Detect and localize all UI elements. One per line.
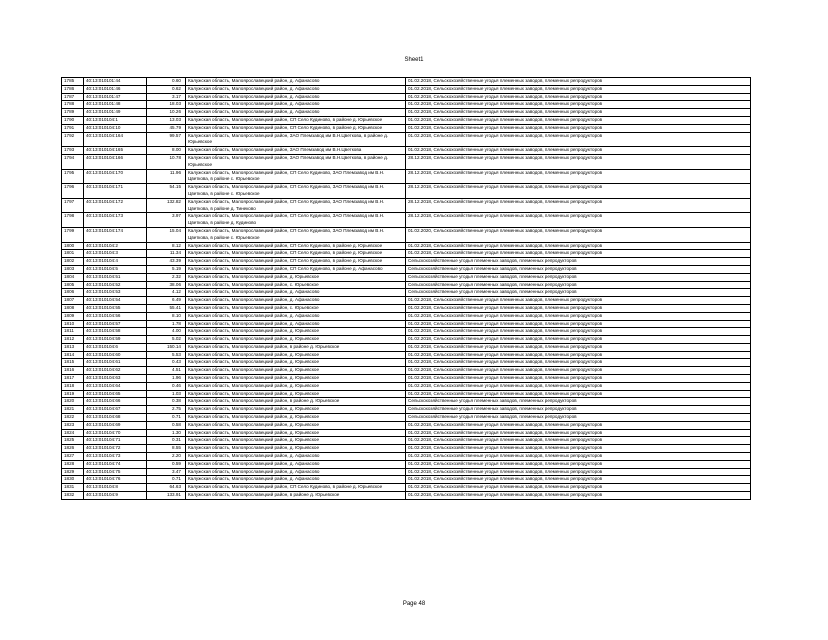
area-cell: 2.75 bbox=[147, 406, 186, 414]
table-row bbox=[62, 312, 751, 320]
table-row bbox=[62, 476, 751, 484]
table-row bbox=[62, 414, 751, 422]
table-body bbox=[62, 78, 751, 500]
category-cell: 01.02.2018, Сельскохозяйственные угодья племенных заводов, племенных репродукторов bbox=[406, 85, 751, 93]
category-cell: Сельскохозяйственные угодья племенных заводов, племенных репродукторов bbox=[406, 289, 751, 297]
cadastral-number-cell: 40:13:010104:54 bbox=[84, 297, 147, 305]
row-number-cell: 1809 bbox=[62, 312, 84, 320]
row-number-cell: 1812 bbox=[62, 336, 84, 344]
area-cell: 0.58 bbox=[147, 421, 186, 429]
area-cell: 15.04 bbox=[147, 227, 186, 242]
area-cell: 0.31 bbox=[147, 437, 186, 445]
address-cell: Калужская область, Малоярославецкий район, д. Юрьевское bbox=[186, 367, 406, 375]
table-row bbox=[62, 289, 751, 297]
row-number-cell: 1823 bbox=[62, 421, 84, 429]
cadastral-number-cell: 40:13:010104:60 bbox=[84, 351, 147, 359]
category-cell: Сельскохозяйственные угодья племенных заводов, племенных репродукторов bbox=[406, 281, 751, 289]
table-row bbox=[62, 116, 751, 124]
table-row bbox=[62, 250, 751, 258]
address-cell: Калужская область, Малоярославецкий район, д. Юрьевское bbox=[186, 445, 406, 453]
category-cell: Сельскохозяйственные угодья племенных заводов, племенных репродукторов bbox=[406, 406, 751, 414]
area-cell: 1.03 bbox=[147, 390, 186, 398]
category-cell: 01.02.2018, Сельскохозяйственные угодья племенных заводов, племенных репродукторов bbox=[406, 492, 751, 500]
area-cell: 4.00 bbox=[147, 328, 186, 336]
area-cell: 132.82 bbox=[147, 198, 186, 213]
row-number-cell: 1785 bbox=[62, 78, 84, 86]
row-number-cell: 1828 bbox=[62, 460, 84, 468]
cadastral-number-cell: 40:13:010104:8 bbox=[84, 484, 147, 492]
table-row bbox=[62, 359, 751, 367]
address-cell: Калужская область, Малоярославецкий район, СП Село Кудиново, ЗАО Племзавод им В.Н. Цветкова, в районе с. Юрьевское bbox=[186, 227, 406, 242]
category-cell: 01.02.2018, Сельскохозяйственные угодья племенных заводов, племенных репродукторов bbox=[406, 390, 751, 398]
cadastral-number-cell: 40:13:010101:44 bbox=[84, 78, 147, 86]
table-row bbox=[62, 492, 751, 500]
row-number-cell: 1818 bbox=[62, 382, 84, 390]
cadastral-number-cell: 40:13:010104:74 bbox=[84, 460, 147, 468]
table-row bbox=[62, 198, 751, 213]
page-number: Page 48 bbox=[402, 601, 426, 607]
category-cell: 01.02.2018, Сельскохозяйственные угодья племенных заводов, племенных репродукторов bbox=[406, 242, 751, 250]
cadastral-number-cell: 40:13:010104:64 bbox=[84, 382, 147, 390]
row-number-cell: 1803 bbox=[62, 265, 84, 273]
cadastral-number-cell: 40:13:010104:52 bbox=[84, 281, 147, 289]
address-cell: Калужская область, Малоярославецкий район, с. Юрьевское bbox=[186, 304, 406, 312]
area-cell: 8.10 bbox=[147, 312, 186, 320]
category-cell: 01.02.2018, Сельскохозяйственные угодья племенных заводов, племенных репродукторов bbox=[406, 468, 751, 476]
area-cell: 0.38 bbox=[147, 398, 186, 406]
table-row bbox=[62, 445, 751, 453]
category-cell: 01.02.2018, Сельскохозяйственные угодья племенных заводов, племенных репродукторов bbox=[406, 320, 751, 328]
address-cell: Калужская область, Малоярославецкий район, СП Село Кудиново, ЗАО Племзавод им В.Н. Цветкова, в районе д. Тинеково bbox=[186, 198, 406, 213]
row-number-cell: 1817 bbox=[62, 375, 84, 383]
category-cell: 01.02.2018, Сельскохозяйственные угодья племенных заводов, племенных репродукторов bbox=[406, 437, 751, 445]
row-number-cell: 1793 bbox=[62, 147, 84, 155]
row-number-cell: 1825 bbox=[62, 437, 84, 445]
table-row bbox=[62, 468, 751, 476]
row-number-cell: 1788 bbox=[62, 101, 84, 109]
table-row bbox=[62, 124, 751, 132]
cadastral-number-cell: 40:13:010104:73 bbox=[84, 453, 147, 461]
area-cell: 43.39 bbox=[147, 258, 186, 266]
table-row bbox=[62, 460, 751, 468]
table-row bbox=[62, 343, 751, 351]
row-number-cell: 1813 bbox=[62, 343, 84, 351]
row-number-cell: 1805 bbox=[62, 281, 84, 289]
row-number-cell: 1829 bbox=[62, 468, 84, 476]
category-cell: 28.12.2018, Сельскохозяйственные угодья племенных заводов, племенных репродукторов bbox=[406, 184, 751, 199]
address-cell: Калужская область, Малоярославецкий район, д. Афанасово bbox=[186, 78, 406, 86]
category-cell: 01.02.2018, Сельскохозяйственные угодья племенных заводов, племенных репродукторов bbox=[406, 484, 751, 492]
area-cell: 3.97 bbox=[147, 213, 186, 228]
area-cell: 0.59 bbox=[147, 460, 186, 468]
table-row bbox=[62, 109, 751, 117]
address-cell: Калужская область, Малоярославецкий район, д. Афанасово bbox=[186, 85, 406, 93]
address-cell: Калужская область, Малоярославецкий район, д. Юрьевское bbox=[186, 390, 406, 398]
category-cell: 01.02.2018, Сельскохозяйственные угодья племенных заводов, племенных репродукторов bbox=[406, 132, 751, 147]
area-cell: 99.57 bbox=[147, 132, 186, 147]
area-cell: 3.17 bbox=[147, 93, 186, 101]
table-row bbox=[62, 390, 751, 398]
table-row bbox=[62, 367, 751, 375]
area-cell: 0.71 bbox=[147, 414, 186, 422]
cadastral-number-cell: 40:13:010104:174 bbox=[84, 227, 147, 242]
category-cell: 01.02.2018, Сельскохозяйственные угодья племенных заводов, племенных репродукторов bbox=[406, 351, 751, 359]
row-number-cell: 1826 bbox=[62, 445, 84, 453]
row-number-cell: 1787 bbox=[62, 93, 84, 101]
cadastral-number-cell: 40:13:010104:68 bbox=[84, 414, 147, 422]
address-cell: Калужская область, Малоярославецкий район, д. Юрьевское bbox=[186, 328, 406, 336]
row-number-cell: 1789 bbox=[62, 109, 84, 117]
cadastral-number-cell: 40:13:010104:58 bbox=[84, 328, 147, 336]
row-number-cell: 1796 bbox=[62, 184, 84, 199]
category-cell: Сельскохозяйственные угодья племенных заводов, племенных репродукторов bbox=[406, 258, 751, 266]
cadastral-number-cell: 40:13:010104:65 bbox=[84, 390, 147, 398]
table-row bbox=[62, 297, 751, 305]
address-cell: Калужская область, Малоярославецкий район, д. Юрьевское bbox=[186, 273, 406, 281]
cadastral-number-cell: 40:13:010101:49 bbox=[84, 109, 147, 117]
address-cell: Калужская область, Малоярославецкий район, д. Афанасово bbox=[186, 312, 406, 320]
address-cell: Калужская область, Малоярославецкий район, д. Юрьевское bbox=[186, 414, 406, 422]
cadastral-number-cell: 40:13:010104:53 bbox=[84, 289, 147, 297]
area-cell: 10.78 bbox=[147, 154, 186, 169]
row-number-cell: 1801 bbox=[62, 250, 84, 258]
category-cell: 01.02.2018, Сельскохозяйственные угодья племенных заводов, племенных репродукторов bbox=[406, 421, 751, 429]
row-number-cell: 1806 bbox=[62, 289, 84, 297]
category-cell: 01.02.2018, Сельскохозяйственные угодья племенных заводов, племенных репродукторов bbox=[406, 124, 751, 132]
area-cell: 10.26 bbox=[147, 109, 186, 117]
area-cell: 3.47 bbox=[147, 468, 186, 476]
area-cell: 0.71 bbox=[147, 476, 186, 484]
area-cell: 4.12 bbox=[147, 289, 186, 297]
cadastral-number-cell: 40:13:010104:55 bbox=[84, 304, 147, 312]
row-number-cell: 1790 bbox=[62, 116, 84, 124]
cadastral-number-cell: 40:13:010104:57 bbox=[84, 320, 147, 328]
table-row bbox=[62, 328, 751, 336]
address-cell: Калужская область, Малоярославецкий район, д. Юрьевское bbox=[186, 351, 406, 359]
category-cell: Сельскохозяйственные угодья племенных заводов, племенных репродукторов bbox=[406, 398, 751, 406]
category-cell: 01.02.2018, Сельскохозяйственные угодья племенных заводов, племенных репродукторов bbox=[406, 429, 751, 437]
table-row bbox=[62, 320, 751, 328]
category-cell: 01.02.2018, Сельскохозяйственные угодья племенных заводов, племенных репродукторов bbox=[406, 101, 751, 109]
row-number-cell: 1822 bbox=[62, 414, 84, 422]
row-number-cell: 1824 bbox=[62, 429, 84, 437]
area-cell: 4.51 bbox=[147, 367, 186, 375]
cadastral-number-cell: 40:13:010104:67 bbox=[84, 406, 147, 414]
category-cell: 01.02.2018, Сельскохозяйственные угодья племенных заводов, племенных репродукторов bbox=[406, 328, 751, 336]
area-cell: 2.20 bbox=[147, 453, 186, 461]
area-cell: 0.60 bbox=[147, 78, 186, 86]
address-cell: Калужская область, Малоярославецкий район, в районе д. Юрьевское bbox=[186, 492, 406, 500]
cadastral-number-cell: 40:13:010104:59 bbox=[84, 336, 147, 344]
cadastral-number-cell: 40:13:010104:171 bbox=[84, 184, 147, 199]
cadastral-number-cell: 40:13:010104:166 bbox=[84, 154, 147, 169]
area-cell: 64.63 bbox=[147, 484, 186, 492]
row-number-cell: 1811 bbox=[62, 328, 84, 336]
cadastral-number-cell: 40:13:010104:76 bbox=[84, 476, 147, 484]
row-number-cell: 1816 bbox=[62, 367, 84, 375]
address-cell: Калужская область, Малоярославецкий район, д. Юрьевское bbox=[186, 336, 406, 344]
cadastral-number-cell: 40:13:010104:173 bbox=[84, 213, 147, 228]
address-cell: Калужская область, Малоярославецкий район, д. Юрьевское bbox=[186, 359, 406, 367]
address-cell: Калужская область, Малоярославецкий район, в районе д. Юрьевское bbox=[186, 343, 406, 351]
address-cell: Калужская область, Малоярославецкий район, с. Юрьевское bbox=[186, 281, 406, 289]
category-cell: 01.02.2018, Сельскохозяйственные угодья племенных заводов, племенных репродукторов bbox=[406, 304, 751, 312]
row-number-cell: 1819 bbox=[62, 390, 84, 398]
table-row bbox=[62, 258, 751, 266]
row-number-cell: 1820 bbox=[62, 398, 84, 406]
cadastral-number-cell: 40:13:010104:172 bbox=[84, 198, 147, 213]
row-number-cell: 1795 bbox=[62, 169, 84, 184]
address-cell: Калужская область, Малоярославецкий район, ЗАО Племзавод им В.Н.Цветкова bbox=[186, 147, 406, 155]
area-cell: 5.53 bbox=[147, 351, 186, 359]
cadastral-number-cell: 40:13:010104:9 bbox=[84, 492, 147, 500]
table-row bbox=[62, 78, 751, 86]
category-cell: 01.02.2018, Сельскохозяйственные угодья племенных заводов, племенных репродукторов bbox=[406, 78, 751, 86]
table-row bbox=[62, 429, 751, 437]
area-cell: 8.55 bbox=[147, 445, 186, 453]
category-cell: Сельскохозяйственные угодья племенных заводов, племенных репродукторов bbox=[406, 414, 751, 422]
table-row bbox=[62, 154, 751, 169]
area-cell: 0.43 bbox=[147, 359, 186, 367]
table-row bbox=[62, 336, 751, 344]
row-number-cell: 1798 bbox=[62, 213, 84, 228]
row-number-cell: 1794 bbox=[62, 154, 84, 169]
table-row bbox=[62, 382, 751, 390]
cadastral-number-cell: 40:13:010101:47 bbox=[84, 93, 147, 101]
area-cell: 5.19 bbox=[147, 265, 186, 273]
category-cell: 28.12.2018, Сельскохозяйственные угодья племенных заводов, племенных репродукторов bbox=[406, 169, 751, 184]
row-number-cell: 1792 bbox=[62, 132, 84, 147]
address-cell: Калужская область, Малоярославецкий район, СП Село Кудиново, в районе д. Юрьевское bbox=[186, 242, 406, 250]
table-row bbox=[62, 273, 751, 281]
category-cell: 01.02.2018, Сельскохозяйственные угодья племенных заводов, племенных репродукторов bbox=[406, 93, 751, 101]
address-cell: Калужская область, Малоярославецкий район, д. Афанасово bbox=[186, 453, 406, 461]
address-cell: Калужская область, Малоярославецкий район, в районе д. Юрьевское bbox=[186, 398, 406, 406]
address-cell: Калужская область, Малоярославецкий район, д. Афанасово bbox=[186, 460, 406, 468]
category-cell: 01.02.2018, Сельскохозяйственные угодья племенных заводов, племенных репродукторов bbox=[406, 382, 751, 390]
cadastral-number-cell: 40:13:010104:51 bbox=[84, 273, 147, 281]
category-cell: 01.02.2018, Сельскохозяйственные угодья племенных заводов, племенных репродукторов bbox=[406, 453, 751, 461]
row-number-cell: 1804 bbox=[62, 273, 84, 281]
category-cell: 01.02.2018, Сельскохозяйственные угодья племенных заводов, племенных репродукторов bbox=[406, 460, 751, 468]
category-cell: 01.02.2018, Сельскохозяйственные угодья племенных заводов, племенных репродукторов bbox=[406, 367, 751, 375]
cadastral-number-cell: 40:13:010104:3 bbox=[84, 250, 147, 258]
area-cell: 1.96 bbox=[147, 375, 186, 383]
address-cell: Калужская область, Малоярославецкий район, д. Афанасово bbox=[186, 101, 406, 109]
cadastral-number-cell: 40:13:010104:70 bbox=[84, 429, 147, 437]
row-number-cell: 1821 bbox=[62, 406, 84, 414]
address-cell: Калужская область, Малоярославецкий район, СП Село Кудиново, ЗАО Племзавод им В.Н. Цветкова, в районе д. Кудиново bbox=[186, 213, 406, 228]
cadastral-number-cell: 40:13:010104:6 bbox=[84, 343, 147, 351]
address-cell: Калужская область, Малоярославецкий район, д. Юрьевское bbox=[186, 421, 406, 429]
cadastral-number-cell: 40:13:010104:4 bbox=[84, 258, 147, 266]
area-cell: 6.49 bbox=[147, 297, 186, 305]
address-cell: Калужская область, Малоярославецкий район, СП Село Кудиново, в районе д. Юрьевское bbox=[186, 258, 406, 266]
address-cell: Калужская область, Малоярославецкий район, СП Село Кудиново, в районе д. Юрьевское bbox=[186, 124, 406, 132]
table-row bbox=[62, 213, 751, 228]
table-row bbox=[62, 227, 751, 242]
row-number-cell: 1831 bbox=[62, 484, 84, 492]
address-cell: Калужская область, Малоярославецкий район, ЗАО Племзавод им В.Н.Цветкова, в районе д. Юрьевское bbox=[186, 132, 406, 147]
category-cell: 01.02.2020, Сельскохозяйственные угодья племенных заводов, племенных репродукторов bbox=[406, 227, 751, 242]
area-cell: 11.96 bbox=[147, 169, 186, 184]
sheet-title: Sheet1 bbox=[404, 57, 424, 63]
cadastral-number-cell: 40:13:010104:71 bbox=[84, 437, 147, 445]
table-row bbox=[62, 421, 751, 429]
cadastral-number-cell: 40:13:010104:1 bbox=[84, 116, 147, 124]
address-cell: Калужская область, Малоярославецкий район, СП Село Кудиново, в районе д. Юрьевское bbox=[186, 250, 406, 258]
address-cell: Калужская область, Малоярославецкий район, д. Юрьевское bbox=[186, 375, 406, 383]
table-row bbox=[62, 484, 751, 492]
cadastral-number-cell: 40:13:010104:56 bbox=[84, 312, 147, 320]
table-row bbox=[62, 147, 751, 155]
area-cell: 0.62 bbox=[147, 85, 186, 93]
address-cell: Калужская область, Малоярославецкий район, д. Афанасово bbox=[186, 476, 406, 484]
data-table bbox=[61, 77, 751, 500]
cadastral-number-cell: 40:13:010104:5 bbox=[84, 265, 147, 273]
address-cell: Калужская область, Малоярославецкий район, д. Афанасово bbox=[186, 109, 406, 117]
table-row bbox=[62, 242, 751, 250]
area-cell: 8.00 bbox=[147, 147, 186, 155]
cadastral-number-cell: 40:13:010104:66 bbox=[84, 398, 147, 406]
area-cell: 0.46 bbox=[147, 382, 186, 390]
area-cell: 18.03 bbox=[147, 101, 186, 109]
address-cell: Калужская область, Малоярославецкий район, д. Афанасово bbox=[186, 320, 406, 328]
cadastral-number-cell: 40:13:010104:69 bbox=[84, 421, 147, 429]
cadastral-number-cell: 40:13:010104:72 bbox=[84, 445, 147, 453]
category-cell: 28.12.2018, Сельскохозяйственные угодья племенных заводов, племенных репродукторов bbox=[406, 198, 751, 213]
area-cell: 38.06 bbox=[147, 281, 186, 289]
table-row bbox=[62, 101, 751, 109]
area-cell: 1.78 bbox=[147, 320, 186, 328]
cadastral-number-cell: 40:13:010104:165 bbox=[84, 147, 147, 155]
address-cell: Калужская область, Малоярославецкий район, ЗАО Племзавод им В.Н.Цветкова, в районе д. Юрьевское bbox=[186, 154, 406, 169]
cadastral-number-cell: 40:13:010101:46 bbox=[84, 85, 147, 93]
row-number-cell: 1799 bbox=[62, 227, 84, 242]
category-cell: Сельскохозяйственные угодья племенных заводов, племенных репродукторов bbox=[406, 265, 751, 273]
category-cell: 01.02.2018, Сельскохозяйственные угодья племенных заводов, племенных репродукторов bbox=[406, 116, 751, 124]
row-number-cell: 1827 bbox=[62, 453, 84, 461]
row-number-cell: 1800 bbox=[62, 242, 84, 250]
row-number-cell: 1802 bbox=[62, 258, 84, 266]
row-number-cell: 1791 bbox=[62, 124, 84, 132]
table-row bbox=[62, 437, 751, 445]
category-cell: Сельскохозяйственные угодья племенных заводов, племенных репродукторов bbox=[406, 273, 751, 281]
address-cell: Калужская область, Малоярославецкий район, СП Село Кудиново, ЗАО Племзавод им В.Н. Цветкова, в районе с. Юрьевское bbox=[186, 184, 406, 199]
table-row bbox=[62, 132, 751, 147]
table-row bbox=[62, 281, 751, 289]
row-number-cell: 1786 bbox=[62, 85, 84, 93]
table-row bbox=[62, 406, 751, 414]
area-cell: 150.14 bbox=[147, 343, 186, 351]
table-row bbox=[62, 304, 751, 312]
table-row bbox=[62, 85, 751, 93]
address-cell: Калужская область, Малоярославецкий район, СП Село Кудиново, в районе д. Юрьевское bbox=[186, 484, 406, 492]
area-cell: 11.34 bbox=[147, 250, 186, 258]
address-cell: Калужская область, Малоярославецкий район, д. Юрьевское bbox=[186, 406, 406, 414]
table-row bbox=[62, 184, 751, 199]
cadastral-number-cell: 40:13:010104:75 bbox=[84, 468, 147, 476]
area-cell: 8.12 bbox=[147, 242, 186, 250]
area-cell: 55.41 bbox=[147, 304, 186, 312]
area-cell: 5.02 bbox=[147, 336, 186, 344]
area-cell: 13.03 bbox=[147, 116, 186, 124]
row-number-cell: 1832 bbox=[62, 492, 84, 500]
table-row bbox=[62, 93, 751, 101]
address-cell: Калужская область, Малоярославецкий район, д. Афанасово bbox=[186, 93, 406, 101]
area-cell: 133.91 bbox=[147, 492, 186, 500]
cadastral-number-cell: 40:13:010104:170 bbox=[84, 169, 147, 184]
row-number-cell: 1797 bbox=[62, 198, 84, 213]
category-cell: 01.02.2018, Сельскохозяйственные угодья племенных заводов, племенных репродукторов bbox=[406, 312, 751, 320]
address-cell: Калужская область, Малоярославецкий район, д. Юрьевское bbox=[186, 429, 406, 437]
table-row bbox=[62, 169, 751, 184]
address-cell: Калужская область, Малоярославецкий район, д. Афанасово bbox=[186, 297, 406, 305]
category-cell: 01.02.2018, Сельскохозяйственные угодья племенных заводов, племенных репродукторов bbox=[406, 375, 751, 383]
table-row bbox=[62, 375, 751, 383]
row-number-cell: 1810 bbox=[62, 320, 84, 328]
address-cell: Калужская область, Малоярославецкий район, СП Село Кудиново, в районе д. Юрьевское bbox=[186, 116, 406, 124]
area-cell: 2.32 bbox=[147, 273, 186, 281]
address-cell: Калужская область, Малоярославецкий район, СП Село Кудиново, ЗАО Племзавод им В.Н. Цветкова, в районе с. Юрьевское bbox=[186, 169, 406, 184]
address-cell: Калужская область, Малоярославецкий район, СП Село Кудиново, в районе д. Афанасово bbox=[186, 265, 406, 273]
category-cell: 01.02.2018, Сельскохозяйственные угодья племенных заводов, племенных репродукторов bbox=[406, 343, 751, 351]
category-cell: 01.02.2018, Сельскохозяйственные угодья племенных заводов, племенных репродукторов bbox=[406, 109, 751, 117]
category-cell: 01.02.2018, Сельскохозяйственные угодья племенных заводов, племенных репродукторов bbox=[406, 297, 751, 305]
category-cell: 28.12.2018, Сельскохозяйственные угодья племенных заводов, племенных репродукторов bbox=[406, 154, 751, 169]
cadastral-number-cell: 40:13:010104:164 bbox=[84, 132, 147, 147]
address-cell: Калужская область, Малоярославецкий район, д. Юрьевское bbox=[186, 382, 406, 390]
row-number-cell: 1807 bbox=[62, 297, 84, 305]
cadastral-number-cell: 40:13:010101:48 bbox=[84, 101, 147, 109]
category-cell: 01.02.2018, Сельскохозяйственные угодья племенных заводов, племенных репродукторов bbox=[406, 476, 751, 484]
cadastral-number-cell: 40:13:010104:63 bbox=[84, 375, 147, 383]
category-cell: 01.02.2018, Сельскохозяйственные угодья племенных заводов, племенных репродукторов bbox=[406, 250, 751, 258]
address-cell: Калужская область, Малоярославецкий район, д. Юрьевское bbox=[186, 437, 406, 445]
area-cell: 1.30 bbox=[147, 429, 186, 437]
category-cell: 01.02.2018, Сельскохозяйственные угодья племенных заводов, племенных репродукторов bbox=[406, 445, 751, 453]
area-cell: 54.15 bbox=[147, 184, 186, 199]
category-cell: 01.02.2018, Сельскохозяйственные угодья племенных заводов, племенных репродукторов bbox=[406, 359, 751, 367]
cadastral-number-cell: 40:13:010104:62 bbox=[84, 367, 147, 375]
table-row bbox=[62, 265, 751, 273]
table-row bbox=[62, 453, 751, 461]
category-cell: 01.02.2018, Сельскохозяйственные угодья племенных заводов, племенных репродукторов bbox=[406, 147, 751, 155]
row-number-cell: 1830 bbox=[62, 476, 84, 484]
cadastral-number-cell: 40:13:010104:2 bbox=[84, 242, 147, 250]
category-cell: 01.02.2018, Сельскохозяйственные угодья племенных заводов, племенных репродукторов bbox=[406, 336, 751, 344]
row-number-cell: 1814 bbox=[62, 351, 84, 359]
cadastral-number-cell: 40:13:010104:10 bbox=[84, 124, 147, 132]
category-cell: 28.12.2018, Сельскохозяйственные угодья племенных заводов, племенных репродукторов bbox=[406, 213, 751, 228]
address-cell: Калужская область, Малоярославецкий район, д. Афанасово bbox=[186, 289, 406, 297]
table-row bbox=[62, 398, 751, 406]
cadastral-number-cell: 40:13:010104:61 bbox=[84, 359, 147, 367]
area-cell: 45.79 bbox=[147, 124, 186, 132]
row-number-cell: 1815 bbox=[62, 359, 84, 367]
row-number-cell: 1808 bbox=[62, 304, 84, 312]
table-row bbox=[62, 351, 751, 359]
address-cell: Калужская область, Малоярославецкий район, д. Афанасово bbox=[186, 468, 406, 476]
